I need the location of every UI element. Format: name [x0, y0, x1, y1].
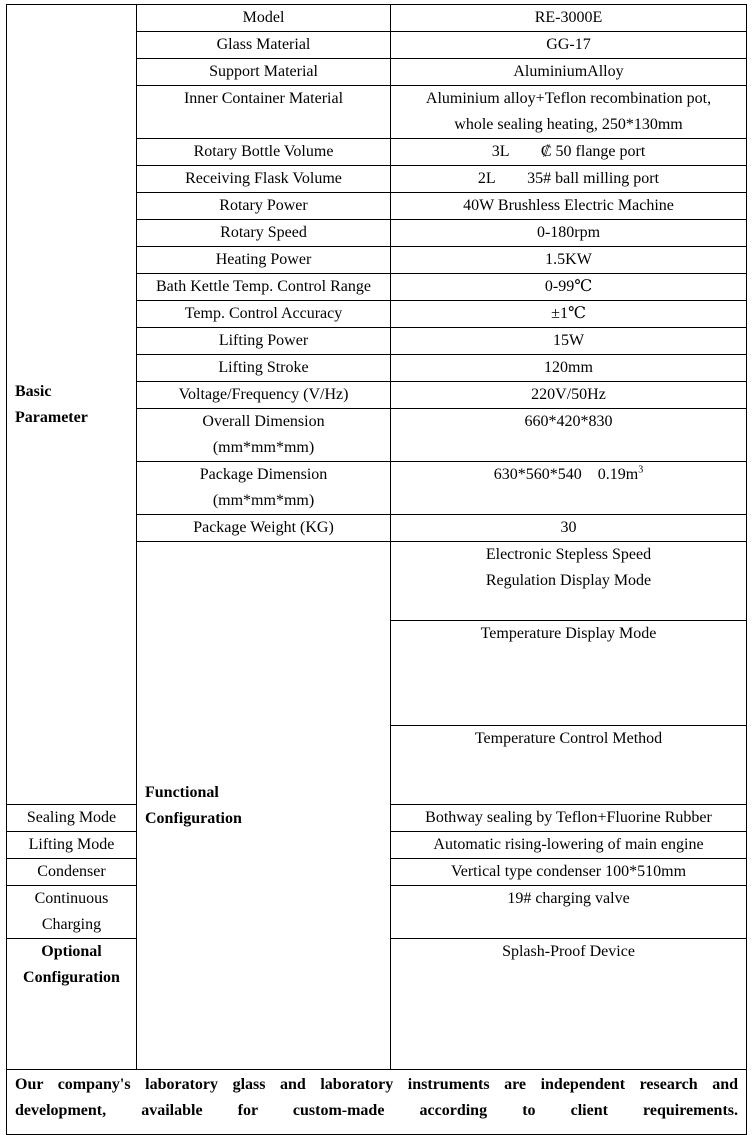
row-label-receiving: Receiving Flask Volume	[137, 166, 391, 193]
row-value-model: RE-3000E	[391, 5, 747, 32]
row-value-charging: 19# charging valve	[391, 886, 747, 939]
row-value-weight: 30	[391, 515, 747, 542]
section-basic-parameter	[7, 5, 137, 805]
row-value-accuracy: ±1℃	[391, 301, 747, 328]
row-label-accuracy: Temp. Control Accuracy	[137, 301, 391, 328]
row-label-lifting-power: Lifting Power	[137, 328, 391, 355]
label-line: Regulation Display Mode	[485, 572, 652, 589]
row-label-model: Model	[137, 5, 391, 32]
table-row	[7, 1070, 747, 1135]
row-value-rotary-speed: 0-180rpm	[391, 220, 747, 247]
row-value-lifting-stroke: 120mm	[391, 355, 747, 382]
row-value-sealing: Bothway sealing by Teflon+Fluorine Rubber	[391, 805, 747, 832]
row-value-rotary-power: 40W Brushless Electric Machine	[391, 193, 747, 220]
label-line: (mm*mm*mm)	[212, 439, 315, 456]
row-value-overall: 660*420*830	[391, 409, 747, 462]
row-label-package	[137, 462, 391, 515]
value-line: whole sealing heating, 250*130mm	[454, 116, 683, 133]
row-label-lifting-stroke: Lifting Stroke	[137, 355, 391, 382]
row-value-rotary-volume: 3L ₡ 50 flange port	[391, 139, 747, 166]
row-label-overall	[137, 409, 391, 462]
spec-document	[6, 4, 746, 1119]
row-value-inner	[391, 86, 747, 139]
row-label-temp-display: Temperature Display Mode	[391, 621, 747, 726]
row-value-lifting-mode: Automatic rising-lowering of main engine	[391, 832, 747, 859]
row-value-bath-range: 0-99℃	[391, 274, 747, 301]
row-value-package	[391, 462, 747, 515]
label-line: (mm*mm*mm)	[212, 492, 315, 509]
row-label-inner: Inner Container Material	[137, 86, 391, 139]
section-title-line: Configuration	[23, 969, 120, 986]
row-value-support: AluminiumAlloy	[391, 59, 747, 86]
section-optional-configuration	[7, 939, 137, 1070]
label-line: Electronic Stepless Speed	[485, 546, 652, 563]
row-label-sealing: Sealing Mode	[7, 805, 137, 832]
row-label-rotary-power: Rotary Power	[137, 193, 391, 220]
row-label-glass: Glass Material	[137, 32, 391, 59]
label-line: Package Dimension	[199, 466, 328, 483]
label-line: Overall Dimension	[202, 413, 325, 430]
row-label-splash: Splash-Proof Device	[391, 939, 747, 1070]
row-label-heating: Heating Power	[137, 247, 391, 274]
section-title-line: Configuration	[145, 809, 242, 827]
row-value-condenser: Vertical type condenser 100*510mm	[391, 859, 747, 886]
value-superscript: 3	[638, 464, 644, 476]
table-row	[7, 5, 747, 32]
note-line: Our company's laboratory glass and laboratory instruments are independent research and	[15, 1076, 738, 1093]
note-line: development, available for custom-made according to client requirements.	[15, 1102, 738, 1119]
row-label-stepless	[391, 542, 747, 621]
row-label-rotary-volume: Rotary Bottle Volume	[137, 139, 391, 166]
row-value-receiving: 2L 35# ball milling port	[391, 166, 747, 193]
row-label-condenser: Condenser	[7, 859, 137, 886]
row-label-weight: Package Weight (KG)	[137, 515, 391, 542]
row-label-lifting-mode: Lifting Mode	[7, 832, 137, 859]
value-line: Aluminium alloy+Teflon recombination pot,	[425, 90, 712, 107]
row-value-lifting-power: 15W	[391, 328, 747, 355]
row-label-support: Support Material	[137, 59, 391, 86]
row-label-temp-method: Temperature Control Method	[391, 726, 747, 805]
spec-table	[6, 4, 747, 1135]
row-label-voltage: Voltage/Frequency (V/Hz)	[137, 382, 391, 409]
row-value-voltage: 220V/50Hz	[391, 382, 747, 409]
section-title-line: Optional	[41, 943, 102, 960]
section-functional-configuration	[137, 542, 391, 1070]
footer-note	[7, 1070, 747, 1135]
section-title-line: Functional	[145, 783, 219, 801]
row-label-rotary-speed: Rotary Speed	[137, 220, 391, 247]
value-text: 630*560*540 0.19m	[493, 466, 639, 483]
section-title-line: Basic	[15, 382, 52, 400]
row-value-glass: GG-17	[391, 32, 747, 59]
row-value-heating: 1.5KW	[391, 247, 747, 274]
section-title-line: Parameter	[15, 408, 88, 426]
row-label-bath-range: Bath Kettle Temp. Control Range	[137, 274, 391, 301]
row-label-charging: Continuous Charging	[7, 886, 137, 939]
